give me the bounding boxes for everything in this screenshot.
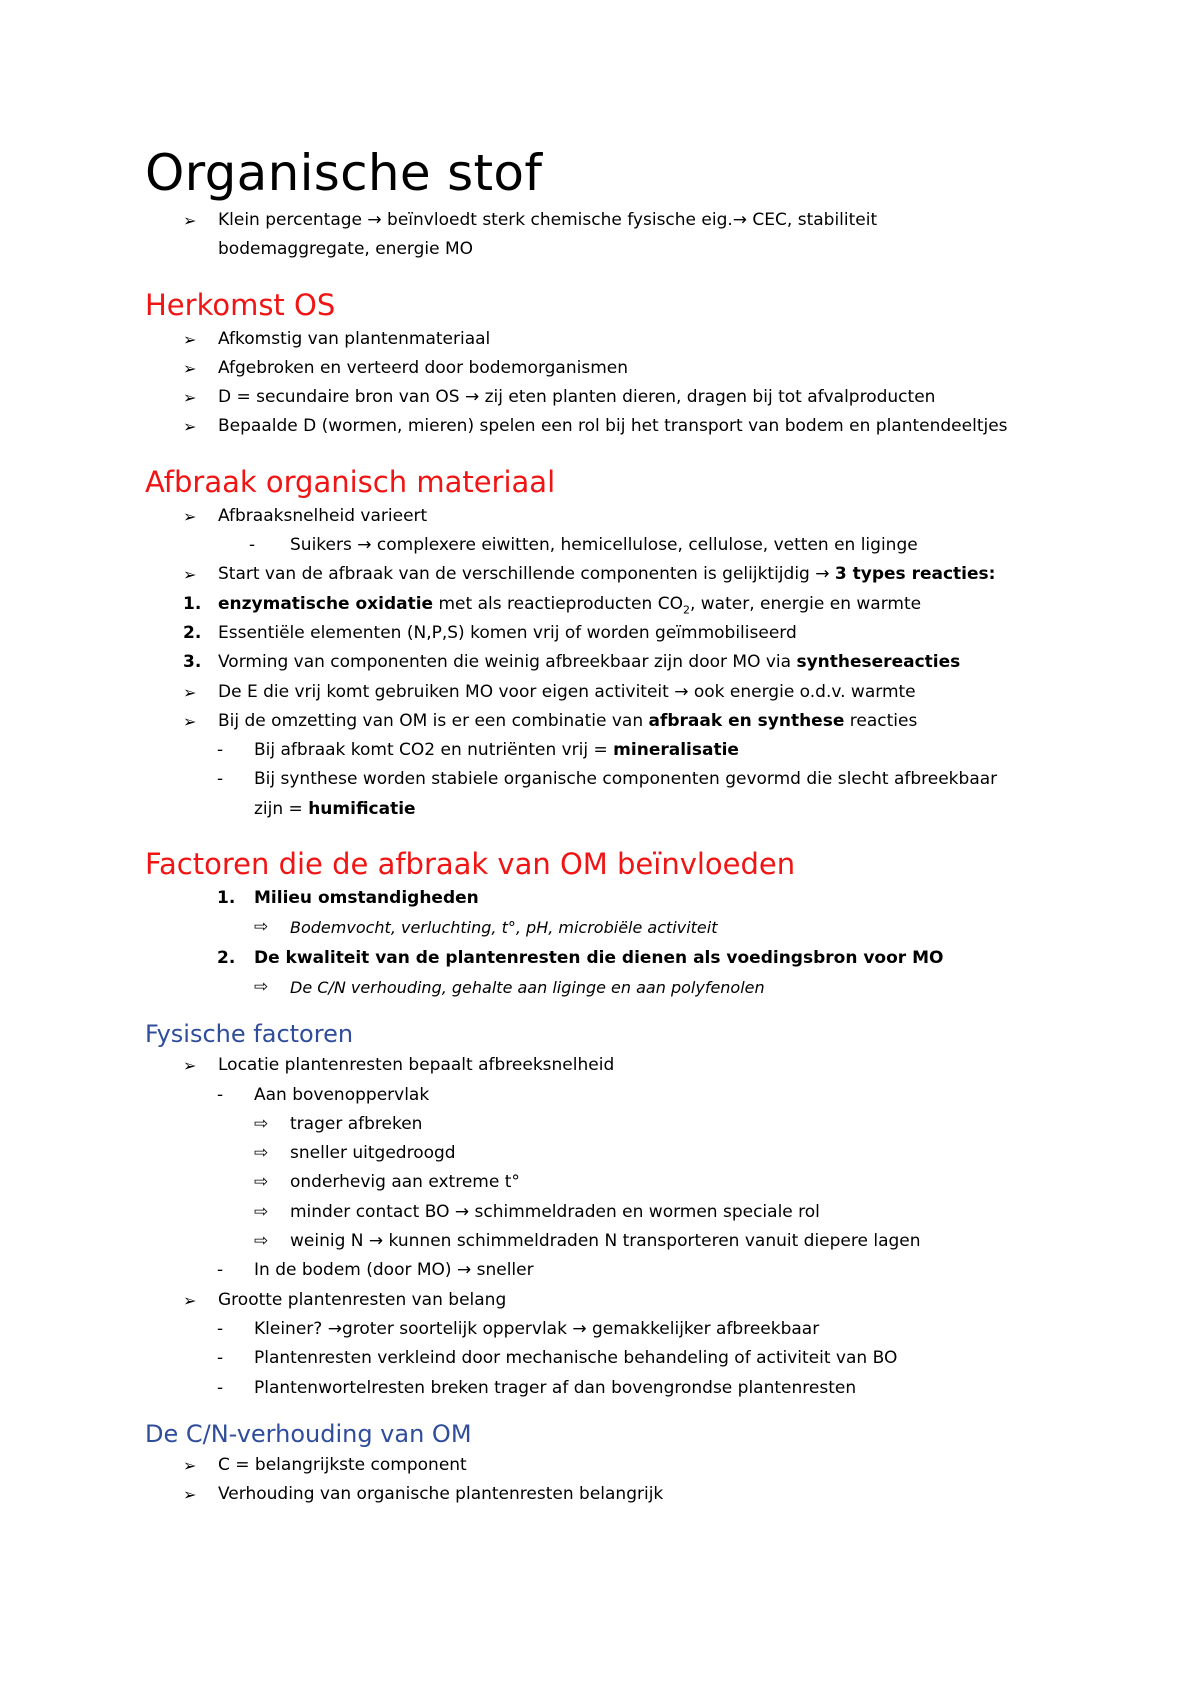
arrow-bullet-icon: ➢ (183, 1485, 197, 1505)
list-item-continuation: bodemaggregate, energie MO (218, 239, 474, 260)
list-item-sub: - Plantenresten verkleind door mechanische behandeling of activiteit van BO (145, 1344, 1075, 1373)
list-item: ➢ Bepaalde D (wormen, mieren) spelen een rol bij het transport van bodem en plantendeeltjes (145, 412, 1075, 441)
number-marker: 2. (183, 622, 202, 643)
double-arrow-icon: ⇨ (254, 1231, 269, 1252)
numbered-item: 2. Essentiële elementen (N,P,S) komen vrij of worden geïmmobiliseerd (145, 619, 1075, 648)
list-item-sub: ⇨ Bodemvocht, verluchting, t°, pH, microbiële activiteit (145, 913, 1075, 943)
list-item: ➢ Verhouding van organische plantenresten belangrijk (145, 1480, 1075, 1509)
dash-bullet-icon: - (217, 769, 224, 790)
double-arrow-icon: ⇨ (254, 1201, 269, 1222)
dash-bullet-icon: - (217, 1348, 224, 1369)
list-item-sub: - Kleiner? →groter soortelijk oppervlak → gemakkelijker afbreekbaar (145, 1315, 1075, 1344)
dash-bullet-icon: - (217, 1084, 224, 1105)
list-item: ➢ Grootte plantenresten van belang (145, 1286, 1075, 1315)
dash-bullet-icon: - (249, 535, 256, 556)
subsection-heading-fysische: Fysische factoren (145, 1020, 354, 1049)
number-marker: 1. (183, 593, 202, 614)
arrow-bullet-icon: ➢ (183, 358, 197, 378)
list-item-sub: ⇨ weinig N → kunnen schimmeldraden N transporteren vanuit diepere lagen (145, 1227, 1075, 1256)
list-item: ➢ Afgebroken en verteerd door bodemorganismen (145, 354, 1075, 383)
numbered-item: 1. enzymatische oxidatie met als reactieproducten $CO_2$, water, energie en warmte (145, 590, 1075, 619)
arrow-bullet-icon: ➢ (183, 211, 197, 230)
subsection-heading-cn: De C/N-verhouding van OM (145, 1419, 472, 1448)
dash-bullet-icon: - (217, 740, 224, 761)
list-item-sub: ⇨ De C/N verhouding, gehalte aan liginge en aan polyfenolen (145, 973, 1075, 1003)
list-item: ➢ Locatie plantenresten bepaalt afbreeksnelheid (145, 1051, 1075, 1080)
list-item: ➢ Start van de afbraak van de verschillende componenten is gelijktijdig → 3 types reacties: (145, 560, 1075, 589)
double-arrow-icon: ⇨ (254, 1143, 269, 1164)
arrow-bullet-icon: ➢ (183, 711, 197, 731)
section-heading-afbraak: Afbraak organisch materiaal (145, 464, 556, 499)
numbered-item: 3. Vorming van componenten die weinig afbreekbaar zijn door MO via synthesereacties (145, 648, 1075, 677)
list-item-continuation: zijn = humificatie (254, 798, 416, 819)
number-marker: 1. (217, 888, 236, 909)
list-item-sub: - Bij afbraak komt CO2 en nutriënten vrij = mineralisatie (145, 736, 1075, 765)
list-item: ➢ Bij de omzetting van OM is er een combinatie van afbraak en synthese reacties (145, 707, 1075, 736)
arrow-bullet-icon: ➢ (183, 329, 197, 349)
list-item-sub: ⇨ sneller uitgedroogd (145, 1139, 1075, 1168)
arrow-bullet-icon: ➢ (183, 1455, 197, 1475)
section-heading-factoren: Factoren die de afbraak van OM beïnvloeden (145, 847, 796, 882)
list-item: ➢ C = belangrijkste component (145, 1451, 1075, 1480)
list-item: ➢ D = secundaire bron van OS → zij eten planten dieren, dragen bij tot afvalproducten (145, 383, 1075, 412)
document-page (145, 140, 1075, 1509)
number-marker: 2. (217, 947, 236, 968)
list-item: ➢ Klein percentage → beïnvloedt sterk chemische fysische eig.→ CEC, stabiliteit (145, 206, 1075, 235)
dash-bullet-icon: - (217, 1377, 224, 1398)
list-item: ➢ Afbraaksnelheid varieert (145, 502, 1075, 531)
arrow-bullet-icon: ➢ (183, 388, 197, 408)
arrow-bullet-icon: ➢ (183, 417, 197, 437)
double-arrow-icon: ⇨ (254, 1172, 269, 1193)
list-item-sub: - Plantenwortelresten breken trager af dan bovengrondse plantenresten (145, 1374, 1075, 1403)
arrow-bullet-icon: ➢ (183, 1056, 197, 1076)
numbered-item: 1. Milieu omstandigheden (145, 884, 1075, 913)
double-arrow-icon: ⇨ (254, 917, 269, 938)
list-item-sub: - Aan bovenoppervlak (145, 1081, 1075, 1110)
double-arrow-icon: ⇨ (254, 976, 269, 997)
arrow-bullet-icon: ➢ (183, 1290, 197, 1310)
dash-bullet-icon: - (217, 1318, 224, 1339)
arrow-bullet-icon: ➢ (183, 506, 197, 526)
numbered-item: 2. De kwaliteit van de plantenresten die dienen als voedingsbron voor MO (145, 944, 1075, 973)
list-item: ➢ De E die vrij komt gebruiken MO voor eigen activiteit → ook energie o.d.v. warmte (145, 678, 1075, 707)
list-item-sub: ⇨ trager afbreken (145, 1110, 1075, 1139)
list-item-sub: - Suikers → complexere eiwitten, hemicellulose, cellulose, vetten en liginge (145, 531, 1075, 560)
page-title: Organische stof (145, 144, 543, 202)
double-arrow-icon: ⇨ (254, 1113, 269, 1134)
list-item-sub: ⇨ minder contact BO → schimmeldraden en wormen speciale rol (145, 1198, 1075, 1227)
number-marker: 3. (183, 652, 202, 673)
list-item-sub: ⇨ onderhevig aan extreme t° (145, 1168, 1075, 1197)
arrow-bullet-icon: ➢ (183, 682, 197, 702)
arrow-bullet-icon: ➢ (183, 565, 197, 585)
list-item-sub: - Bij synthese worden stabiele organische componenten gevormd die slecht afbreekbaar (145, 765, 1075, 794)
list-item: ➢ Afkomstig van plantenmateriaal (145, 325, 1075, 354)
list-item-sub: - In de bodem (door MO) → sneller (145, 1256, 1075, 1285)
section-heading-herkomst: Herkomst OS (145, 287, 336, 322)
dash-bullet-icon: - (217, 1260, 224, 1281)
